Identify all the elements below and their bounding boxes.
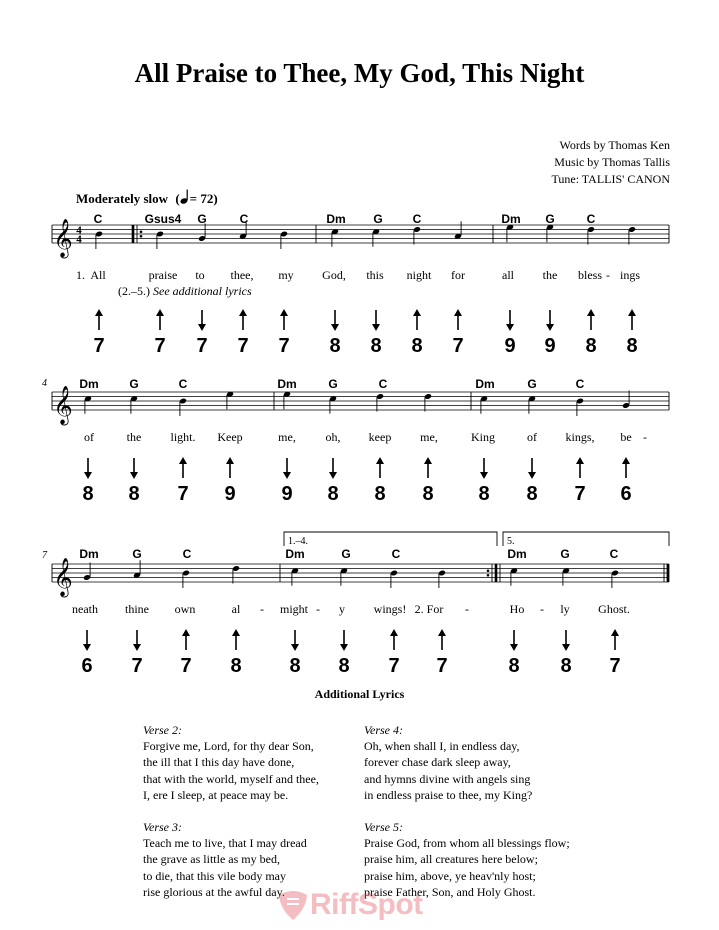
quarter-note (562, 567, 570, 585)
quarter-note (376, 393, 384, 411)
harmonica-tab (370, 310, 381, 357)
measure-number: 4 (42, 378, 47, 389)
lyric-syllable: Ghost. (598, 602, 630, 616)
lyric-syllable: - (606, 268, 610, 282)
harmonica-tab (82, 458, 93, 505)
harmonica-tab (81, 630, 92, 677)
repeat-dot (487, 574, 490, 577)
harmonica-tab (620, 457, 631, 505)
quarter-note (156, 231, 164, 249)
hole-number: 8 (82, 483, 94, 505)
second-ending-label: 5. (507, 536, 515, 547)
harmonica-tab (452, 309, 463, 357)
quarter-note (198, 224, 206, 242)
verse-line: the ill that I this day have done, (143, 755, 295, 770)
lyric-syllable: al (231, 602, 241, 616)
verse-label: Verse 5: (364, 820, 403, 834)
quarter-note (628, 226, 636, 244)
lyric-syllable: keep (368, 430, 392, 444)
harmonica-tab (544, 310, 555, 357)
quarter-note (280, 231, 288, 249)
treble-clef-icon: 𝄞 (53, 218, 73, 257)
tempo-label: Moderately slow (76, 191, 169, 206)
first-ending-bracket (284, 532, 497, 546)
chord-symbol: C (586, 212, 596, 226)
chord-symbol: G (132, 547, 142, 561)
lyric-syllable: ings (619, 268, 641, 282)
verse-line: rise glorious at the awful day. (143, 884, 285, 899)
harmonica-tab (180, 629, 191, 677)
arrow-head (198, 324, 206, 331)
arrow-head (84, 472, 92, 479)
verse-label: Verse 2: (143, 723, 182, 737)
chord-symbol: C (93, 212, 103, 226)
arrow-head (179, 457, 187, 464)
verse-line: Teach me to live, that I may dread (143, 836, 307, 851)
quarter-note (130, 395, 138, 413)
hole-number: 8 (585, 335, 597, 357)
harmonica-tab (436, 629, 447, 677)
quarter-note (576, 398, 584, 416)
chord-symbol: Dm (475, 377, 495, 391)
harmonica-tab (224, 457, 235, 505)
lyric-syllable: oh, (325, 430, 341, 444)
hole-number: 8 (478, 483, 490, 505)
guitar-pick-icon (276, 889, 310, 921)
harmonica-tab (230, 629, 241, 677)
harmonica-tab (388, 629, 399, 677)
harmonica-tab (338, 630, 349, 677)
hole-number: 7 (436, 655, 448, 677)
chord-symbol: Dm (326, 212, 346, 226)
quarter-note (546, 224, 554, 242)
hole-number: 7 (388, 655, 400, 677)
quarter-note (95, 231, 103, 249)
harmonica-tab (128, 458, 139, 505)
quarter-note (133, 560, 141, 578)
harmonica-tab (411, 309, 422, 357)
verse-line: forever chase dark sleep away, (364, 755, 511, 770)
treble-clef-icon: 𝄞 (53, 385, 73, 424)
lyric-syllable: be (620, 430, 632, 444)
lyric-syllable: for (451, 268, 465, 282)
hole-number: 7 (180, 655, 192, 677)
harmonica-tab (374, 457, 385, 505)
arrow-head (340, 644, 348, 651)
quarter-note (424, 393, 432, 411)
hole-number: 9 (544, 335, 556, 357)
repeat-dot (140, 235, 143, 238)
first-ending-label: 1.–4. (288, 536, 308, 547)
hole-number: 6 (620, 483, 632, 505)
verse-line: praise him, all creatures here below; (364, 852, 538, 867)
lyric-syllable: neath (72, 602, 98, 616)
lyric-syllable: of (84, 430, 94, 444)
verse-line: praise Father, Son, and Holy Ghost. (364, 884, 536, 899)
lyric-syllable: y (339, 602, 345, 616)
music-credit: Music by Thomas Tallis (554, 155, 670, 169)
quarter-note (390, 570, 398, 588)
lyric-syllable: me, (420, 430, 438, 444)
arrow-head (628, 309, 636, 316)
lyric-syllable: night (406, 268, 432, 282)
lyric-syllable: - (316, 602, 320, 616)
harmonica-tab (289, 630, 300, 677)
quarter-note (83, 563, 91, 581)
harmonica-tab (526, 458, 537, 505)
quarter-note (506, 224, 514, 242)
arrow-head (232, 629, 240, 636)
chord-symbol: G (341, 547, 351, 561)
quarter-note (587, 226, 595, 244)
lyric-syllable: Ho (509, 602, 525, 616)
lyric-syllable: wings! (373, 602, 407, 616)
quarter-note (226, 391, 234, 409)
hole-number: 8 (560, 655, 572, 677)
secondary-verse-label: (2.–5.) (118, 284, 150, 298)
lyric-syllable: the (542, 268, 558, 282)
lyric-syllable: King (471, 430, 495, 444)
quarter-note (438, 570, 446, 588)
chord-symbol: G (545, 212, 555, 226)
harmonica-tab (508, 630, 519, 677)
second-ending-bracket (503, 532, 669, 546)
quarter-note (340, 567, 348, 585)
words-credit: Words by Thomas Ken (559, 138, 670, 152)
hole-number: 8 (370, 335, 382, 357)
hole-number: 8 (230, 655, 242, 677)
arrow-head (424, 457, 432, 464)
verse-label: Verse 3: (143, 820, 182, 834)
arrow-head (280, 309, 288, 316)
measure-number: 7 (42, 550, 47, 561)
quarter-note (291, 567, 299, 585)
time-signature-top: 4 (76, 224, 82, 237)
quarter-note (611, 570, 619, 588)
hole-number: 8 (327, 483, 339, 505)
harmonica-tab (196, 310, 207, 357)
hole-number: 8 (508, 655, 520, 677)
harmonica-tab (131, 630, 142, 677)
arrow-head (454, 309, 462, 316)
verse-line: Oh, when shall I, in endless day, (364, 739, 520, 754)
arrow-head (372, 324, 380, 331)
chord-symbol: Dm (507, 547, 527, 561)
verse-label: Verse 4: (364, 723, 403, 737)
harmonica-tab (560, 630, 571, 677)
verse-block (143, 722, 319, 803)
lyric-syllable: my (278, 268, 294, 282)
arrow-head (226, 457, 234, 464)
page-title: All Praise to Thee, My God, This Night (134, 58, 585, 88)
verse-line: and hymns divine with angels sing (364, 771, 531, 786)
hole-number: 8 (626, 335, 638, 357)
harmonica-tab (93, 309, 104, 357)
harmonica-tab (585, 309, 596, 357)
hole-number: 8 (411, 335, 423, 357)
tempo-open: ( (175, 191, 180, 206)
quarter-note (480, 395, 488, 413)
lyric-syllable: thee, (230, 268, 254, 282)
arrow-head (133, 644, 141, 651)
hole-number: 7 (237, 335, 249, 357)
lyric-syllable: of (527, 430, 537, 444)
lyric-syllable: ly (560, 602, 570, 616)
additional-lyrics-heading: Additional Lyrics (314, 687, 405, 701)
quarter-note (528, 395, 536, 413)
arrow-head (390, 629, 398, 636)
repeat-dot (140, 230, 143, 233)
arrow-head (413, 309, 421, 316)
chord-symbol: C (391, 547, 401, 561)
quarter-note (510, 567, 518, 585)
chord-symbol: C (609, 547, 619, 561)
harmonica-tab (626, 309, 637, 357)
lyric-syllable: to (195, 268, 205, 282)
lyric-syllable: thine (125, 602, 149, 616)
lyric-syllable: might (279, 602, 309, 616)
lyric-syllable: 2. For (414, 602, 444, 616)
arrow-head (562, 644, 570, 651)
hole-number: 8 (422, 483, 434, 505)
arrow-head (510, 644, 518, 651)
time-signature-bottom: 4 (76, 233, 82, 246)
logo-text: RiffSpot (310, 888, 423, 921)
lyric-syllable: - (540, 602, 544, 616)
hole-number: 9 (504, 335, 516, 357)
verse-line: Praise God, from whom all blessings flow; (364, 836, 570, 851)
arrow-head (576, 457, 584, 464)
lyric-syllable: kings, (565, 430, 595, 444)
arrow-head (622, 457, 630, 464)
arrow-head (95, 309, 103, 316)
hole-number: 7 (609, 655, 621, 677)
verse-number: 1. (76, 268, 85, 282)
chord-symbol: G (527, 377, 537, 391)
lyric-syllable: All (90, 268, 106, 282)
arrow-head (329, 472, 337, 479)
chord-symbol: Dm (79, 377, 99, 391)
hole-number: 7 (177, 483, 189, 505)
verse-line: to die, that this vile body may (143, 868, 286, 883)
hole-number: 8 (329, 335, 341, 357)
chord-symbol: C (412, 212, 422, 226)
verse-line: praise him, above, ye heav'nly host; (364, 868, 536, 883)
arrow-head (83, 644, 91, 651)
arrow-head (480, 472, 488, 479)
quarter-note (329, 395, 337, 413)
verse-line: I, ere I sleep, at peace may be. (143, 787, 289, 802)
tempo-bpm: = 72) (189, 191, 218, 206)
hole-number: 7 (131, 655, 143, 677)
quarter-note (182, 570, 190, 588)
arrow-head (376, 457, 384, 464)
arrow-head (506, 324, 514, 331)
lyric-syllable: - (260, 602, 264, 616)
harmonica-tab (329, 310, 340, 357)
arrow-head (182, 629, 190, 636)
arrow-head (291, 644, 299, 651)
harmonica-tab (574, 457, 585, 505)
lyric-syllable: - (643, 430, 647, 444)
arrow-head (528, 472, 536, 479)
hole-number: 7 (452, 335, 464, 357)
tune-credit: Tune: TALLIS' CANON (551, 172, 670, 186)
chord-symbol: C (178, 377, 188, 391)
harmonica-tab (504, 310, 515, 357)
quarter-note (331, 228, 339, 246)
repeat-dot (487, 569, 490, 572)
lyric-syllable: bless (578, 268, 602, 282)
chord-symbol: Dm (285, 547, 305, 561)
secondary-verse-note: See additional lyrics (153, 284, 252, 298)
chord-symbol: G (129, 377, 139, 391)
harmonica-tab (422, 457, 433, 505)
hole-number: 8 (289, 655, 301, 677)
arrow-head (283, 472, 291, 479)
chord-symbol: C (378, 377, 388, 391)
arrow-head (239, 309, 247, 316)
chord-symbol: Dm (277, 377, 297, 391)
lyric-syllable: light. (170, 430, 196, 444)
hole-number: 8 (338, 655, 350, 677)
hole-number: 7 (278, 335, 290, 357)
quarter-note (179, 398, 187, 416)
arrow-head (587, 309, 595, 316)
quarter-note (413, 226, 421, 244)
lyric-syllable: all (502, 268, 514, 282)
harmonica-tab (237, 309, 248, 357)
hole-number: 6 (81, 655, 93, 677)
arrow-head (438, 629, 446, 636)
chord-symbol: Gsus4 (144, 212, 182, 226)
hole-number: 7 (574, 483, 586, 505)
hole-number: 7 (93, 335, 105, 357)
hole-number: 7 (196, 335, 208, 357)
verse-line: in endless praise to thee, my King? (364, 787, 533, 802)
lyric-syllable: God, (322, 268, 346, 282)
verse-line: the grave as little as my bed, (143, 852, 280, 867)
verse-line: Forgive me, Lord, for thy dear Son, (143, 739, 314, 754)
lyric-syllable: this (366, 268, 384, 282)
lyric-syllable: own (174, 602, 196, 616)
arrow-head (156, 309, 164, 316)
arrow-head (331, 324, 339, 331)
hole-number: 9 (224, 483, 236, 505)
chord-symbol: Dm (501, 212, 521, 226)
hole-number: 8 (526, 483, 538, 505)
quarter-note (622, 391, 630, 409)
verse-line: that with the world, myself and thee, (143, 771, 319, 786)
quarter-note (84, 395, 92, 413)
lyric-syllable: Keep (217, 430, 243, 444)
chord-symbol: G (373, 212, 383, 226)
lyric-syllable: - (465, 602, 469, 616)
verse-block (364, 722, 532, 803)
harmonica-tab (327, 458, 338, 505)
harmonica-tab (281, 458, 292, 505)
chord-symbol: C (239, 212, 249, 226)
quarter-note (283, 391, 291, 409)
arrow-head (546, 324, 554, 331)
riffspot-logo (276, 888, 423, 922)
harmonica-tab (278, 309, 289, 357)
lyric-syllable: the (126, 430, 142, 444)
quarter-note (454, 221, 462, 239)
quarter-note (372, 228, 380, 246)
harmonica-tab (478, 458, 489, 505)
chord-symbol: G (328, 377, 338, 391)
hole-number: 9 (281, 483, 293, 505)
harmonica-tab (177, 457, 188, 505)
treble-clef-icon: 𝄞 (53, 557, 73, 596)
hole-number: 8 (128, 483, 140, 505)
chord-symbol: C (575, 377, 585, 391)
hole-number: 7 (154, 335, 166, 357)
arrow-head (611, 629, 619, 636)
hole-number: 8 (374, 483, 386, 505)
chord-symbol: G (560, 547, 570, 561)
lyric-syllable: me, (278, 430, 296, 444)
arrow-head (130, 472, 138, 479)
harmonica-tab (609, 629, 620, 677)
lyric-syllable: praise (148, 268, 178, 282)
chord-symbol: Dm (79, 547, 99, 561)
chord-symbol: C (182, 547, 192, 561)
chord-symbol: G (197, 212, 207, 226)
quarter-note (232, 565, 240, 583)
harmonica-tab (154, 309, 165, 357)
